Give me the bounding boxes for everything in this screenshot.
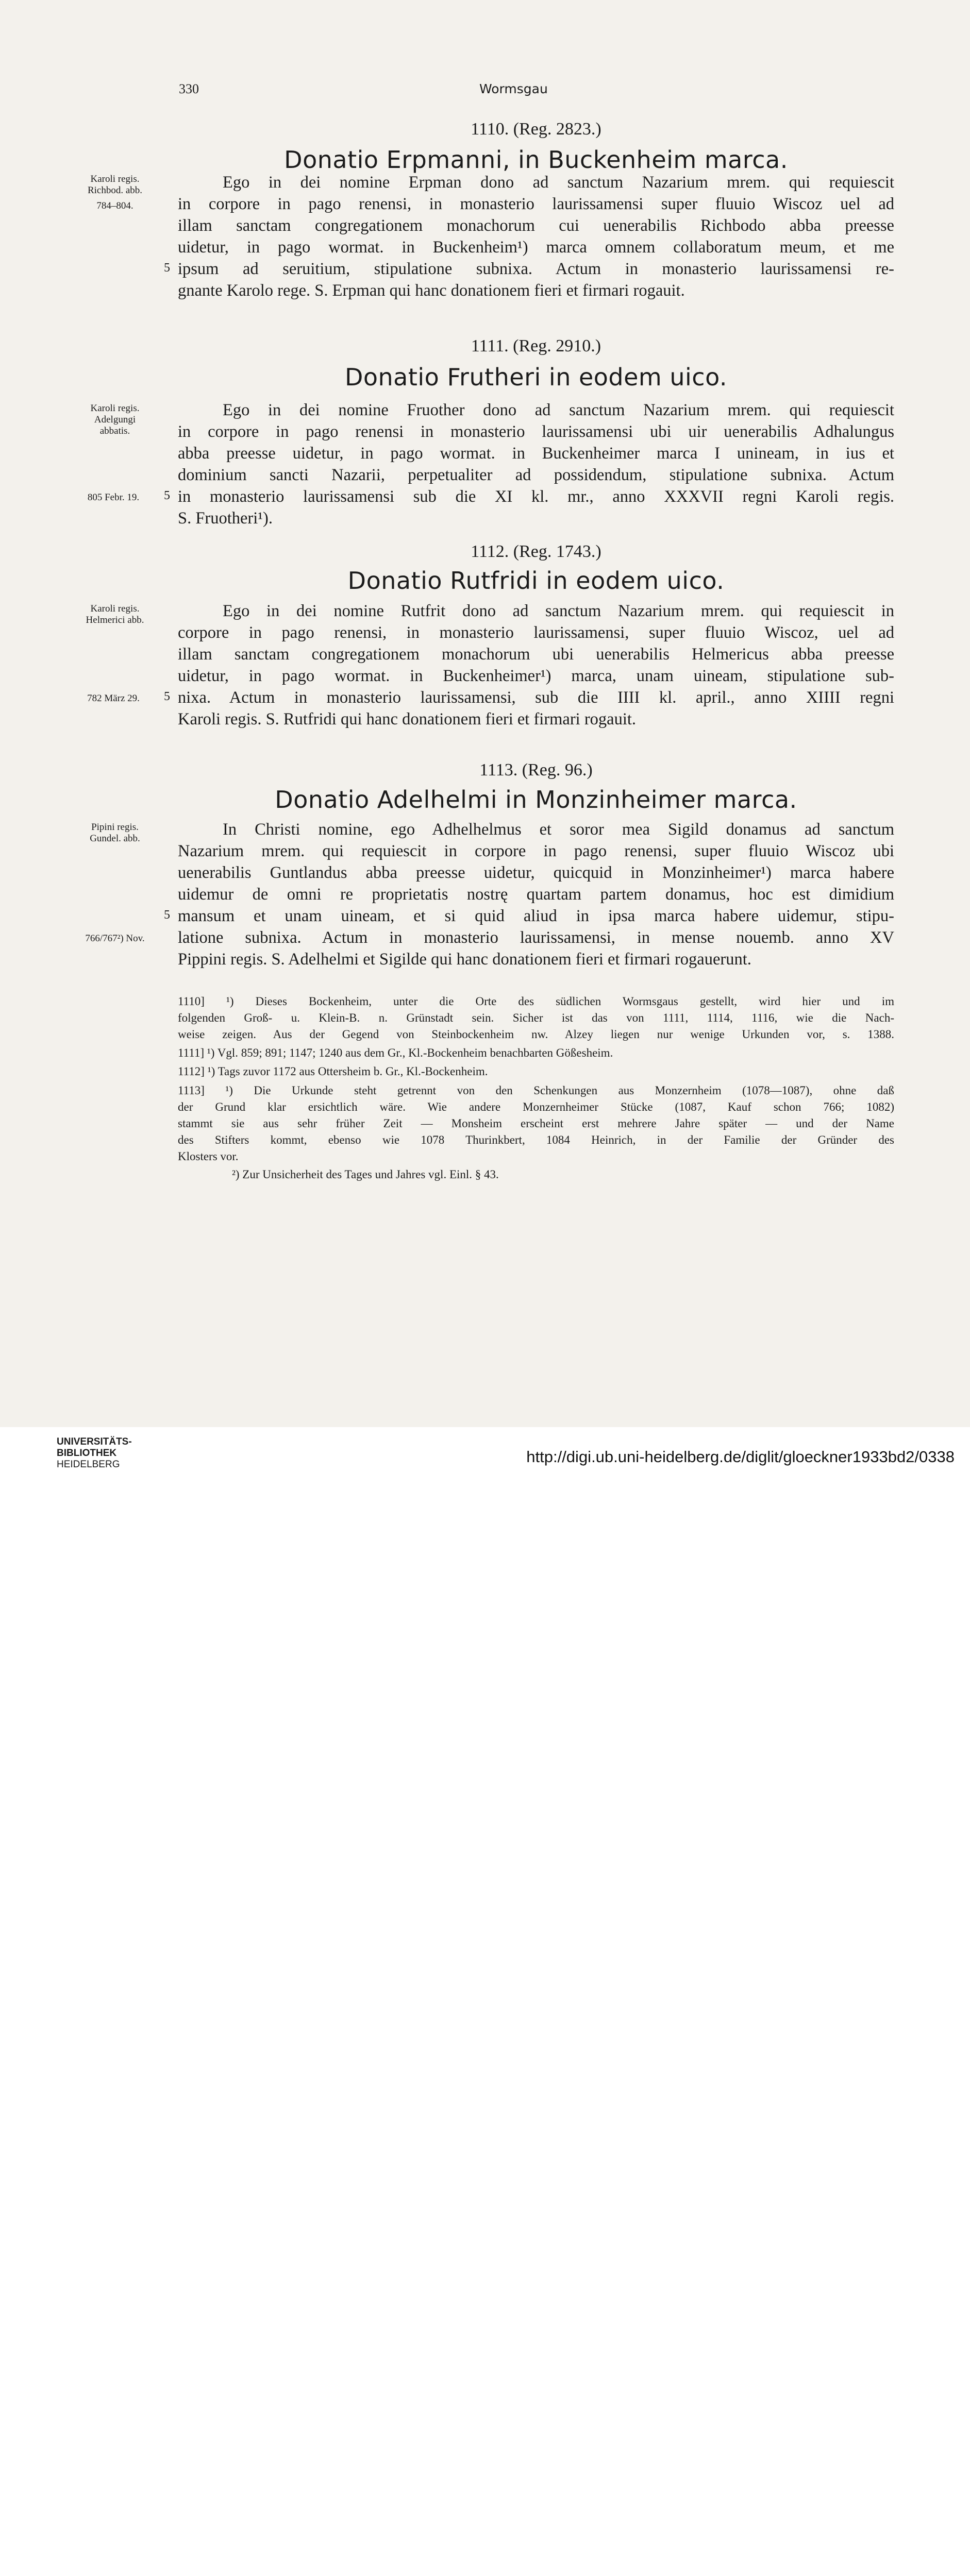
charter-number: 1113. (Reg. 96.) xyxy=(479,760,593,779)
text-line: in corpore in pago renensi, in monasterio laurissamensi super fluuio Wiscoz uel ad xyxy=(178,195,894,213)
page-number: 330 xyxy=(179,81,199,96)
text-line: ipsum ad seruitium, stipulatione subnixa. Actum in monasterio laurissamensi re- xyxy=(178,260,894,278)
date-margin: 766/767²) Nov. xyxy=(85,933,145,944)
footnote-line: 1110] ¹) Dieses Bockenheim, unter die Orte des südlichen Wormsgaus gestellt, wird hier und im xyxy=(178,995,894,1008)
text-line: Pippini regis. S. Adelhelmi et Sigilde qui hanc donationem fieri et firmari rogauerunt. xyxy=(178,950,751,969)
charter-number: 1112. (Reg. 1743.) xyxy=(471,542,601,561)
footnote-line: des Stifters kommt, ebenso wie 1078 Thurinkbert, 1084 Heinrich, in der Familie der Gründer des xyxy=(178,1133,894,1146)
charter-title: Donatio Rutfridi in eodem uico. xyxy=(347,567,725,595)
text-line: in monasterio laurissamensi sub die XI kl. mr., anno XXXVII regni Karoli regis. xyxy=(178,487,894,506)
footnote-line: ²) Zur Unsicherheit des Tages und Jahres vgl. Einl. § 43. xyxy=(232,1168,499,1181)
margin-note: Karoli regis. Helmerici abb. xyxy=(86,603,144,625)
text-line: abba preesse uidetur, in pago wormat. in Buckenheimer marca I unineam, in ius et xyxy=(178,444,894,463)
footnote-line: stammt sie aus sehr früher Zeit — Monsheim erscheint erst mehrere Jahre später — und der Name xyxy=(178,1117,894,1130)
text-line: in corpore in pago renensi in monasterio laurissamensi ubi uir uenerabilis Adhalungus xyxy=(178,422,894,441)
charter-number: 1111. (Reg. 2910.) xyxy=(471,336,601,355)
line-number: 5 xyxy=(164,489,170,502)
text-line: Ego in dei nomine Erpman dono ad sanctum Nazarium mrem. qui requiescit xyxy=(223,173,894,192)
text-line: mansum et unam uineam, et si quid aliud in ipsa marca habere uidemur, stipu- xyxy=(178,907,894,925)
footnote-line: Klosters vor. xyxy=(178,1150,239,1163)
line-number: 5 xyxy=(164,690,170,703)
text-line: latione subnixa. Actum in monasterio laurissamensi, in mense nouemb. anno XV xyxy=(178,928,894,947)
library-name-line: HEIDELBERG xyxy=(57,1459,120,1470)
text-line: dominium sancti Nazarii, perpetualiter ad possidendum, stipulatione subnixa. Actum xyxy=(178,466,894,484)
line-number: 5 xyxy=(164,908,170,922)
footnote-line: folgenden Groß- u. Klein-B. n. Grünstadt sein. Sicher ist das von 1111, 1114, 1116, wie die Nach- xyxy=(178,1011,894,1024)
text-line: uenerabilis Guntlandus abba preesse uidetur, quicquid in Monzinheimer¹) marca habere xyxy=(178,863,894,882)
date-margin: 782 März 29. xyxy=(87,693,140,704)
text-line: illam sanctam congregationem monachorum ubi uenerabilis Helmericus abba preesse xyxy=(178,645,894,664)
date-margin: 805 Febr. 19. xyxy=(87,492,140,503)
text-line: Nazarium mrem. qui requiescit in corpore in pago renensi, super fluuio Wiscoz ubi xyxy=(178,842,894,860)
charter-number: 1110. (Reg. 2823.) xyxy=(471,120,601,139)
footnote-line: 1111] ¹) Vgl. 859; 891; 1147; 1240 aus dem Gr., Kl.-Bockenheim benachbarten Gößesheim. xyxy=(178,1046,613,1059)
text-line: illam sanctam congregationem monachorum cui uenerabilis Richbodo abba preesse xyxy=(178,216,894,235)
line-number: 5 xyxy=(164,261,170,275)
charter-title: Donatio Erpmanni, in Buckenheim marca. xyxy=(284,146,788,174)
text-line: uidetur, in pago wormat. in Buckenheimer¹) marca, unam uineam, stipulatione sub- xyxy=(178,667,894,685)
running-title: Wormsgau xyxy=(479,81,548,96)
text-line: nixa. Actum in monasterio laurissamensi, sub die IIII kl. april., anno XIIII regni xyxy=(178,688,894,707)
margin-note: Karoli regis. Richbod. abb. 784–804. xyxy=(87,174,143,211)
margin-note: Pipini regis. Gundel. abb. xyxy=(90,822,140,844)
text-line: corpore in pago renensi, in monasterio laurissamensi, super fluuio Wiscoz, uel ad xyxy=(178,623,894,642)
text-line: Ego in dei nomine Fruother dono ad sanctum Nazarium mrem. qui requiescit xyxy=(223,401,894,419)
text-line: S. Fruotheri¹). xyxy=(178,509,273,528)
library-name-line: UNIVERSITÄTS- xyxy=(57,1436,132,1447)
text-line: gnante Karolo rege. S. Erpman qui hanc donationem fieri et firmari rogauit. xyxy=(178,281,685,300)
charter-title: Donatio Adelhelmi in Monzinheimer marca. xyxy=(275,786,797,814)
library-name-line: BIBLIOTHEK xyxy=(57,1448,117,1459)
text-line: Ego in dei nomine Rutfrit dono ad sanctum Nazarium mrem. qui requiescit in xyxy=(223,602,894,620)
text-line: uidemur de omni re proprietatis nostrę quartam partem donamus, hoc est dimidium xyxy=(178,885,894,904)
margin-note: Karoli regis. Adelgungi abbatis. xyxy=(90,403,140,436)
footnote-line: 1112] ¹) Tags zuvor 1172 aus Ottersheim b. Gr., Kl.-Bockenheim. xyxy=(178,1065,488,1078)
charter-title: Donatio Frutheri in eodem uico. xyxy=(344,363,728,391)
source-url-link[interactable]: http://digi.ub.uni-heidelberg.de/diglit/gloeckner1933bd2/0338 xyxy=(526,1448,955,1466)
footnote-line: 1113] ¹) Die Urkunde steht getrennt von den Schenkungen aus Monzernheim (1078—1087), ohne daß xyxy=(178,1084,894,1097)
text-line: uidetur, in pago wormat. in Buckenheim¹) marca omnem collaboratum meum, et me xyxy=(178,238,894,257)
footnote-line: der Grund klar ersichtlich wäre. Wie andere Monzernheimer Stücke (1087, Kauf schon 766; 1082) xyxy=(178,1100,894,1113)
text-line: In Christi nomine, ego Adhelhelmus et soror mea Sigild donamus ad sanctum xyxy=(223,820,894,839)
footnote-line: weise zeigen. Aus der Gegend von Steinbockenheim nw. Alzey liegen nur wenige Urkunden vor, s. 1388. xyxy=(178,1028,894,1041)
text-line: Karoli regis. S. Rutfridi qui hanc donationem fieri et firmari rogauit. xyxy=(178,710,637,728)
